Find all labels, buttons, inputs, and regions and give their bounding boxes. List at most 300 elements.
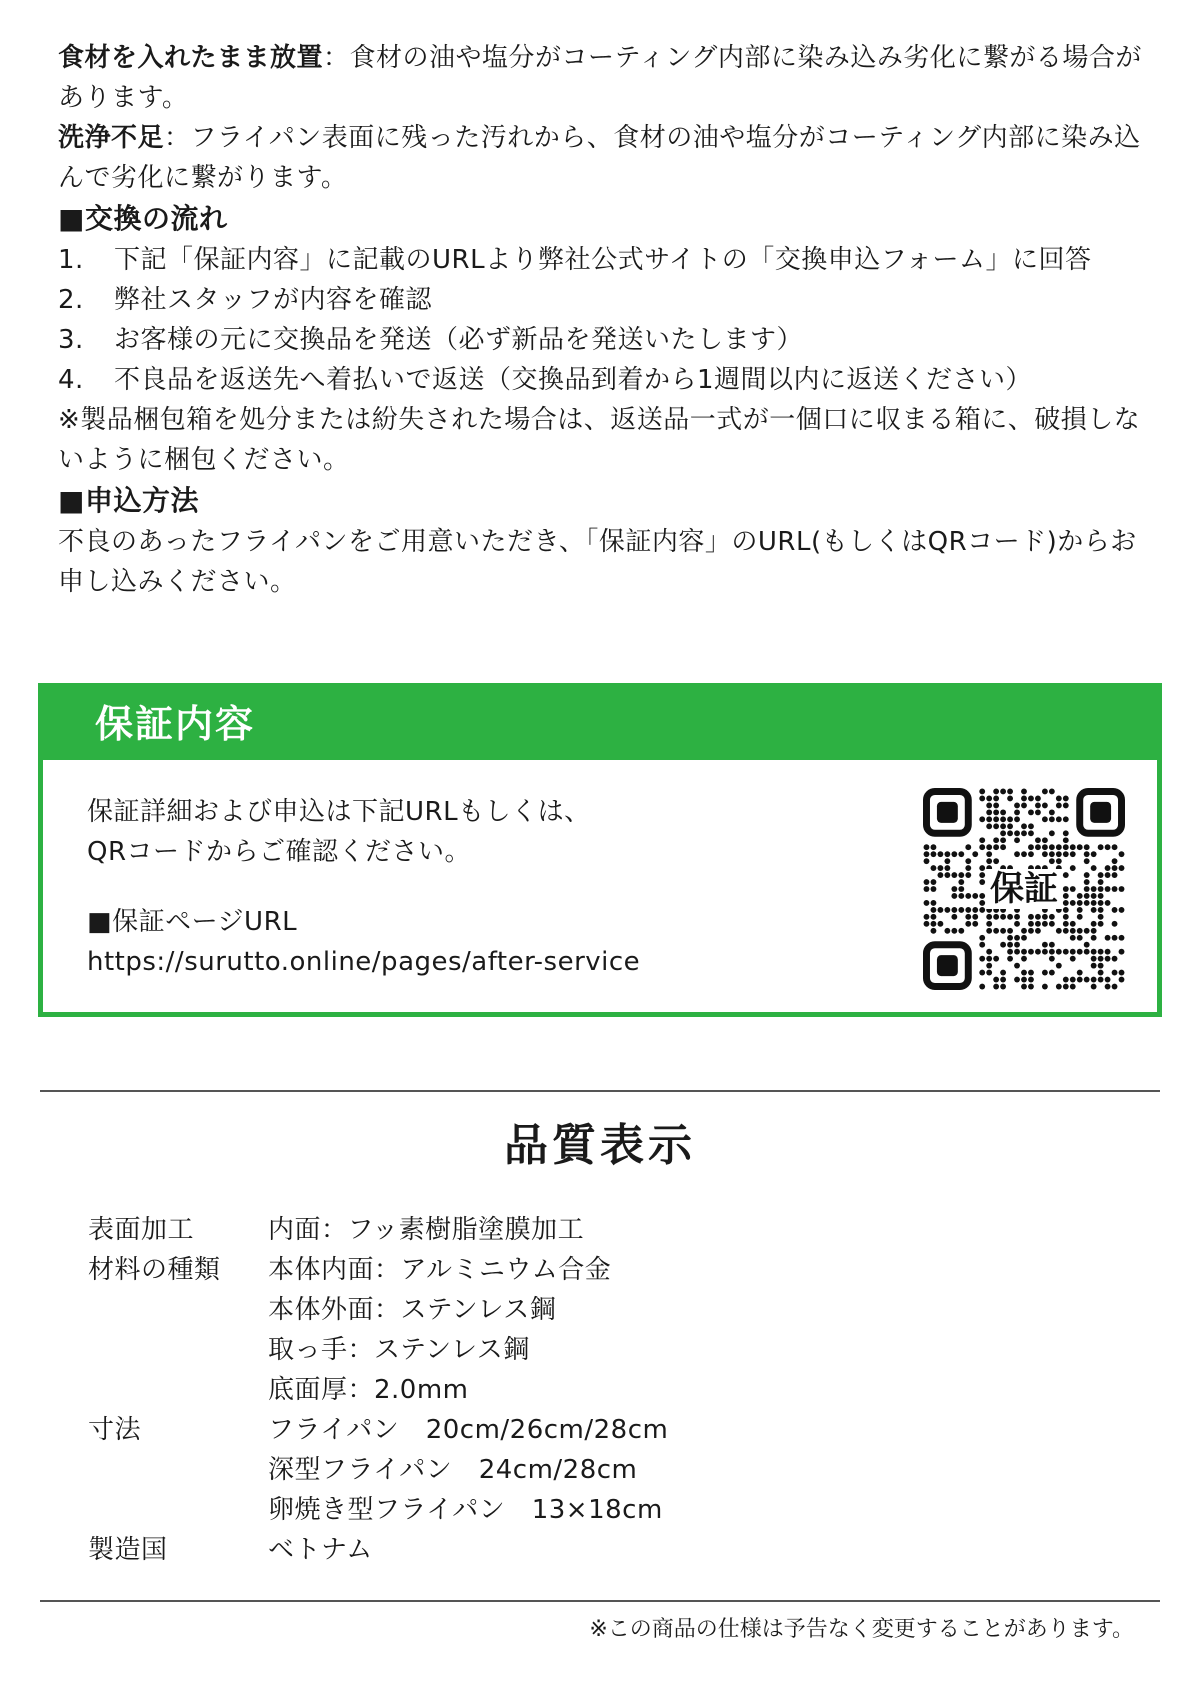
qr-module bbox=[924, 879, 930, 885]
qr-module bbox=[1049, 809, 1055, 815]
qr-module bbox=[1021, 802, 1027, 808]
qr-module bbox=[1105, 865, 1111, 871]
qr-module bbox=[1035, 844, 1041, 850]
qr-module bbox=[1028, 928, 1034, 934]
spec-values bbox=[268, 1530, 373, 1570]
qr-module bbox=[993, 977, 999, 983]
qr-module bbox=[1028, 872, 1034, 878]
qr-module bbox=[986, 816, 992, 822]
qr-module bbox=[993, 796, 999, 802]
divider-top bbox=[40, 1090, 1160, 1092]
qr-module bbox=[1028, 809, 1034, 815]
qr-module bbox=[1042, 851, 1048, 857]
qr-module bbox=[1077, 900, 1083, 906]
qr-module bbox=[1035, 879, 1041, 885]
qr-module bbox=[986, 921, 992, 927]
qr-module bbox=[1063, 851, 1069, 857]
qr-module bbox=[1070, 949, 1076, 955]
qr-module bbox=[1021, 977, 1027, 983]
qr-module bbox=[1056, 796, 1062, 802]
qr-module bbox=[1014, 935, 1020, 941]
qr-module bbox=[1084, 851, 1090, 857]
qr-module bbox=[1098, 907, 1104, 913]
qr-module bbox=[1042, 907, 1048, 913]
spec-values bbox=[268, 1410, 668, 1530]
spec-value: 底面厚：2.0mm bbox=[268, 1375, 469, 1405]
spec-value: フライパン 20cm/26cm/28cm bbox=[268, 1415, 669, 1445]
qr-module bbox=[1049, 851, 1055, 857]
qr-module bbox=[1014, 802, 1020, 808]
warranty-body bbox=[87, 792, 847, 982]
qr-module bbox=[931, 886, 937, 892]
qr-module bbox=[931, 914, 937, 920]
qr-module bbox=[924, 844, 930, 850]
qr-module bbox=[1049, 893, 1055, 899]
qr-module bbox=[958, 851, 964, 857]
issue-title: 食材を入れたまま放置 bbox=[58, 43, 324, 73]
qr-module bbox=[1063, 796, 1069, 802]
spec-value: 本体内面：アルミニウム合金 bbox=[268, 1255, 612, 1285]
qr-module bbox=[1000, 865, 1006, 871]
qr-finder-pattern bbox=[926, 945, 968, 987]
qr-module bbox=[1042, 844, 1048, 850]
qr-module bbox=[1028, 977, 1034, 983]
exchange-note: ※製品梱包箱を処分または紛失された場合は、返送品一式が一個口に収まる箱に、破損しないように梱包ください。 bbox=[58, 405, 1141, 475]
qr-module bbox=[986, 949, 992, 955]
qr-module bbox=[1049, 872, 1055, 878]
qr-module bbox=[965, 865, 971, 871]
qr-module bbox=[1035, 872, 1041, 878]
qr-module bbox=[965, 844, 971, 850]
step-number: 3. bbox=[58, 325, 84, 355]
qr-module bbox=[1056, 816, 1062, 822]
qr-module bbox=[1070, 921, 1076, 927]
qr-module bbox=[1049, 921, 1055, 927]
qr-module bbox=[1056, 907, 1062, 913]
qr-module bbox=[1021, 928, 1027, 934]
qr-module bbox=[951, 914, 957, 920]
qr-module bbox=[931, 928, 937, 934]
qr-module bbox=[1098, 879, 1104, 885]
qr-module bbox=[951, 886, 957, 892]
qr-module bbox=[1091, 886, 1097, 892]
qr-module bbox=[1014, 809, 1020, 815]
qr-module bbox=[1049, 970, 1055, 976]
qr-module bbox=[986, 796, 992, 802]
qr-module bbox=[993, 928, 999, 934]
qr-module bbox=[986, 872, 992, 878]
qr-module bbox=[1070, 851, 1076, 857]
qr-module bbox=[1119, 907, 1125, 913]
qr-module bbox=[1063, 893, 1069, 899]
spec-row bbox=[88, 1210, 668, 1250]
qr-module bbox=[1119, 935, 1125, 941]
qr-module bbox=[1091, 921, 1097, 927]
qr-module bbox=[1042, 900, 1048, 906]
exchange-heading: ■交換の流れ bbox=[58, 202, 228, 235]
spec-value: 卵焼き型フライパン 13×18cm bbox=[268, 1495, 663, 1525]
qr-module bbox=[1098, 949, 1104, 955]
qr-module bbox=[993, 872, 999, 878]
qr-module bbox=[1098, 963, 1104, 969]
qr-module bbox=[1063, 872, 1069, 878]
qr-module bbox=[1084, 977, 1090, 983]
qr-module bbox=[993, 879, 999, 885]
qr-module bbox=[958, 872, 964, 878]
qr-module bbox=[1007, 949, 1013, 955]
qr-module bbox=[986, 802, 992, 808]
qr-module bbox=[972, 893, 978, 899]
qr-module bbox=[1098, 844, 1104, 850]
issue-text: ：フライパン表面に残った汚れから、食材の油や塩分がコーティング内部に染み込んで劣化に繋がります。 bbox=[58, 123, 1141, 193]
qr-module bbox=[1007, 886, 1013, 892]
qr-module bbox=[1007, 872, 1013, 878]
qr-module bbox=[1028, 830, 1034, 836]
qr-module bbox=[1049, 816, 1055, 822]
qr-module bbox=[1112, 844, 1118, 850]
qr-module bbox=[1084, 893, 1090, 899]
spec-row bbox=[88, 1410, 668, 1530]
qr-module bbox=[1098, 900, 1104, 906]
issue-item bbox=[58, 38, 1148, 118]
spec-label: 製造国 bbox=[88, 1535, 168, 1565]
qr-module bbox=[1035, 865, 1041, 871]
qr-module bbox=[1042, 879, 1048, 885]
qr-code[interactable] bbox=[923, 788, 1125, 990]
qr-module bbox=[993, 789, 999, 795]
qr-module bbox=[1028, 893, 1034, 899]
qr-module bbox=[1000, 837, 1006, 843]
qr-module bbox=[1070, 886, 1076, 892]
issue-title: 洗浄不足 bbox=[58, 123, 165, 153]
qr-module bbox=[1105, 984, 1111, 990]
qr-module bbox=[1049, 956, 1055, 962]
qr-module bbox=[1000, 970, 1006, 976]
qr-module bbox=[944, 928, 950, 934]
qr-module bbox=[944, 907, 950, 913]
qr-module bbox=[1014, 914, 1020, 920]
quality-title: 品質表示 bbox=[504, 1120, 696, 1171]
qr-module bbox=[979, 907, 985, 913]
qr-module bbox=[1007, 816, 1013, 822]
qr-module bbox=[1007, 789, 1013, 795]
qr-module bbox=[1014, 942, 1020, 948]
step-number: 4. bbox=[58, 365, 84, 395]
qr-module bbox=[1035, 893, 1041, 899]
qr-module bbox=[1084, 844, 1090, 850]
spec-table bbox=[88, 1210, 668, 1570]
qr-module bbox=[1112, 956, 1118, 962]
qr-module bbox=[1042, 984, 1048, 990]
qr-module bbox=[1063, 802, 1069, 808]
qr-module bbox=[931, 907, 937, 913]
qr-module bbox=[1021, 956, 1027, 962]
qr-module bbox=[1098, 914, 1104, 920]
qr-module bbox=[986, 914, 992, 920]
warranty-title: 保証内容 bbox=[43, 688, 1157, 760]
qr-module bbox=[1077, 970, 1083, 976]
qr-module bbox=[1028, 914, 1034, 920]
qr-module bbox=[951, 851, 957, 857]
qr-module bbox=[1000, 879, 1006, 885]
exchange-step bbox=[58, 320, 1148, 360]
qr-module bbox=[1091, 928, 1097, 934]
qr-module bbox=[1000, 789, 1006, 795]
qr-module bbox=[986, 823, 992, 829]
qr-module bbox=[958, 879, 964, 885]
qr-module bbox=[1007, 830, 1013, 836]
qr-module bbox=[1063, 900, 1069, 906]
qr-module bbox=[1063, 837, 1069, 843]
qr-module bbox=[979, 816, 985, 822]
qr-module bbox=[1084, 886, 1090, 892]
qr-module bbox=[1077, 928, 1083, 934]
qr-module bbox=[1091, 935, 1097, 941]
qr-module bbox=[986, 900, 992, 906]
qr-module bbox=[1063, 921, 1069, 927]
qr-module bbox=[972, 907, 978, 913]
qr-module bbox=[937, 865, 943, 871]
qr-module bbox=[1105, 844, 1111, 850]
qr-module bbox=[1021, 886, 1027, 892]
qr-module bbox=[1119, 851, 1125, 857]
qr-module bbox=[1049, 858, 1055, 864]
qr-module bbox=[1077, 907, 1083, 913]
qr-module bbox=[993, 858, 999, 864]
qr-module bbox=[1049, 789, 1055, 795]
qr-module bbox=[993, 907, 999, 913]
qr-module bbox=[1084, 949, 1090, 955]
qr-module bbox=[1105, 935, 1111, 941]
qr-module bbox=[1091, 851, 1097, 857]
qr-module bbox=[1049, 914, 1055, 920]
qr-module bbox=[1084, 879, 1090, 885]
issue-item bbox=[58, 118, 1148, 198]
qr-module bbox=[1028, 984, 1034, 990]
issue-text: ：食材の油や塩分がコーティング内部に染み込み劣化に繋がる場合があります。 bbox=[58, 43, 1142, 113]
qr-module bbox=[986, 970, 992, 976]
qr-module bbox=[1056, 851, 1062, 857]
qr-module bbox=[1049, 844, 1055, 850]
qr-module bbox=[1063, 977, 1069, 983]
qr-module bbox=[1007, 956, 1013, 962]
qr-module bbox=[1000, 977, 1006, 983]
qr-module bbox=[944, 851, 950, 857]
qr-module bbox=[1007, 935, 1013, 941]
qr-module bbox=[1028, 921, 1034, 927]
qr-module bbox=[1070, 956, 1076, 962]
qr-module bbox=[1091, 907, 1097, 913]
qr-module bbox=[924, 851, 930, 857]
qr-module bbox=[924, 900, 930, 906]
apply-heading: ■申込方法 bbox=[58, 484, 199, 517]
qr-module bbox=[993, 802, 999, 808]
qr-module bbox=[1035, 802, 1041, 808]
qr-module bbox=[979, 935, 985, 941]
qr-module bbox=[1014, 963, 1020, 969]
qr-module bbox=[1056, 963, 1062, 969]
qr-module bbox=[1042, 865, 1048, 871]
qr-module bbox=[1119, 949, 1125, 955]
qr-module bbox=[1014, 977, 1020, 983]
qr-module bbox=[1063, 816, 1069, 822]
qr-module bbox=[1112, 935, 1118, 941]
qr-module bbox=[1000, 816, 1006, 822]
qr-module bbox=[979, 872, 985, 878]
qr-module bbox=[986, 809, 992, 815]
qr-module bbox=[1007, 796, 1013, 802]
qr-module bbox=[944, 872, 950, 878]
qr-module bbox=[986, 858, 992, 864]
qr-module bbox=[958, 907, 964, 913]
qr-module bbox=[1021, 789, 1027, 795]
qr-module bbox=[1035, 796, 1041, 802]
spec-label: 表面加工 bbox=[88, 1215, 195, 1245]
divider-bottom bbox=[40, 1600, 1160, 1602]
qr-module bbox=[1098, 893, 1104, 899]
qr-module bbox=[1042, 816, 1048, 822]
qr-module bbox=[1042, 942, 1048, 948]
qr-module bbox=[1098, 886, 1104, 892]
spec-value: 深型フライパン 24cm/28cm bbox=[268, 1455, 638, 1485]
spec-label: 材料の種類 bbox=[88, 1255, 221, 1285]
spec-value: ベトナム bbox=[268, 1535, 373, 1565]
qr-module bbox=[1112, 970, 1118, 976]
qr-module bbox=[986, 865, 992, 871]
qr-module bbox=[1042, 872, 1048, 878]
qr-module bbox=[1056, 928, 1062, 934]
qr-module bbox=[1049, 886, 1055, 892]
qr-module bbox=[1056, 893, 1062, 899]
spec-value: 本体外面：ステンレス鋼 bbox=[268, 1295, 557, 1325]
qr-module bbox=[1042, 921, 1048, 927]
qr-module bbox=[1077, 914, 1083, 920]
step-number: 1. bbox=[58, 245, 84, 275]
qr-module bbox=[1084, 928, 1090, 934]
warranty-line: 保証詳細および申込は下記URLもしくは、 bbox=[87, 797, 591, 827]
usage-notes bbox=[58, 38, 1148, 602]
qr-module bbox=[958, 893, 964, 899]
qr-module bbox=[972, 851, 978, 857]
qr-module bbox=[979, 970, 985, 976]
spec-row bbox=[88, 1530, 668, 1570]
qr-module bbox=[1077, 893, 1083, 899]
qr-module bbox=[1105, 956, 1111, 962]
qr-module bbox=[993, 837, 999, 843]
qr-module bbox=[931, 921, 937, 927]
qr-module bbox=[1021, 796, 1027, 802]
qr-module bbox=[1014, 851, 1020, 857]
qr-module bbox=[1119, 886, 1125, 892]
qr-module bbox=[1049, 949, 1055, 955]
exchange-step bbox=[58, 240, 1148, 280]
qr-module bbox=[1084, 900, 1090, 906]
step-text: 不良品を返送先へ着払いで返送（交換品到着から1週間以内に返送ください） bbox=[114, 365, 1033, 395]
qr-module bbox=[924, 886, 930, 892]
qr-module bbox=[951, 893, 957, 899]
qr-module bbox=[1119, 865, 1125, 871]
qr-module bbox=[986, 851, 992, 857]
qr-module bbox=[1056, 844, 1062, 850]
qr-module bbox=[1056, 984, 1062, 990]
qr-module bbox=[1035, 809, 1041, 815]
qr-module bbox=[1056, 865, 1062, 871]
qr-module bbox=[1105, 900, 1111, 906]
qr-module bbox=[1021, 984, 1027, 990]
qr-module bbox=[965, 858, 971, 864]
qr-module bbox=[1042, 970, 1048, 976]
qr-module bbox=[1091, 963, 1097, 969]
qr-module bbox=[1042, 949, 1048, 955]
qr-module bbox=[986, 928, 992, 934]
qr-module bbox=[924, 914, 930, 920]
qr-module bbox=[1049, 879, 1055, 885]
qr-module bbox=[1000, 823, 1006, 829]
qr-module bbox=[1056, 802, 1062, 808]
qr-module bbox=[979, 837, 985, 843]
qr-module bbox=[1014, 907, 1020, 913]
qr-module bbox=[1007, 928, 1013, 934]
qr-module bbox=[1112, 984, 1118, 990]
qr-module bbox=[937, 851, 943, 857]
qr-module bbox=[931, 844, 937, 850]
step-text: お客様の元に交換品を発送（必ず新品を発送いたします） bbox=[114, 325, 804, 355]
spec-footnote: ※この商品の仕様は予告なく変更することがあります。 bbox=[589, 1617, 1134, 1642]
qr-module bbox=[924, 921, 930, 927]
qr-module bbox=[1007, 893, 1013, 899]
qr-module bbox=[1035, 914, 1041, 920]
spec-row bbox=[88, 1250, 668, 1410]
qr-module bbox=[1091, 893, 1097, 899]
qr-module bbox=[1070, 900, 1076, 906]
spec-value: 内面：フッ素樹脂塗膜加工 bbox=[268, 1215, 585, 1245]
qr-module bbox=[1105, 886, 1111, 892]
qr-module bbox=[1091, 984, 1097, 990]
qr-module bbox=[1063, 949, 1069, 955]
qr-module bbox=[1091, 956, 1097, 962]
warranty-url-link[interactable]: https://surutto.online/pages/after-service bbox=[87, 947, 641, 977]
qr-module bbox=[951, 928, 957, 934]
qr-module bbox=[1077, 935, 1083, 941]
qr-module bbox=[1000, 942, 1006, 948]
qr-module bbox=[1014, 837, 1020, 843]
qr-module bbox=[1112, 907, 1118, 913]
qr-module bbox=[1112, 921, 1118, 927]
qr-module bbox=[1070, 928, 1076, 934]
qr-module bbox=[1014, 830, 1020, 836]
apply-text: 不良のあったフライパンをご用意いただき、「保証内容」のURL(もしくはQRコード)からお申し込みください。 bbox=[58, 527, 1137, 597]
qr-module bbox=[986, 893, 992, 899]
qr-module bbox=[979, 879, 985, 885]
qr-module bbox=[944, 858, 950, 864]
qr-module bbox=[979, 789, 985, 795]
qr-module bbox=[1021, 823, 1027, 829]
qr-module bbox=[1084, 942, 1090, 948]
warranty-url-label: ■保証ページURL bbox=[87, 907, 298, 937]
qr-module bbox=[979, 956, 985, 962]
qr-finder-pattern bbox=[926, 791, 968, 833]
qr-module bbox=[1063, 914, 1069, 920]
qr-module bbox=[965, 872, 971, 878]
qr-module bbox=[1000, 844, 1006, 850]
warranty-line: QRコードからご確認ください。 bbox=[87, 837, 472, 867]
spec-label: 寸法 bbox=[88, 1415, 142, 1445]
qr-module bbox=[1063, 830, 1069, 836]
qr-module bbox=[951, 907, 957, 913]
qr-module bbox=[1042, 789, 1048, 795]
qr-module bbox=[1119, 970, 1125, 976]
qr-module bbox=[1014, 886, 1020, 892]
